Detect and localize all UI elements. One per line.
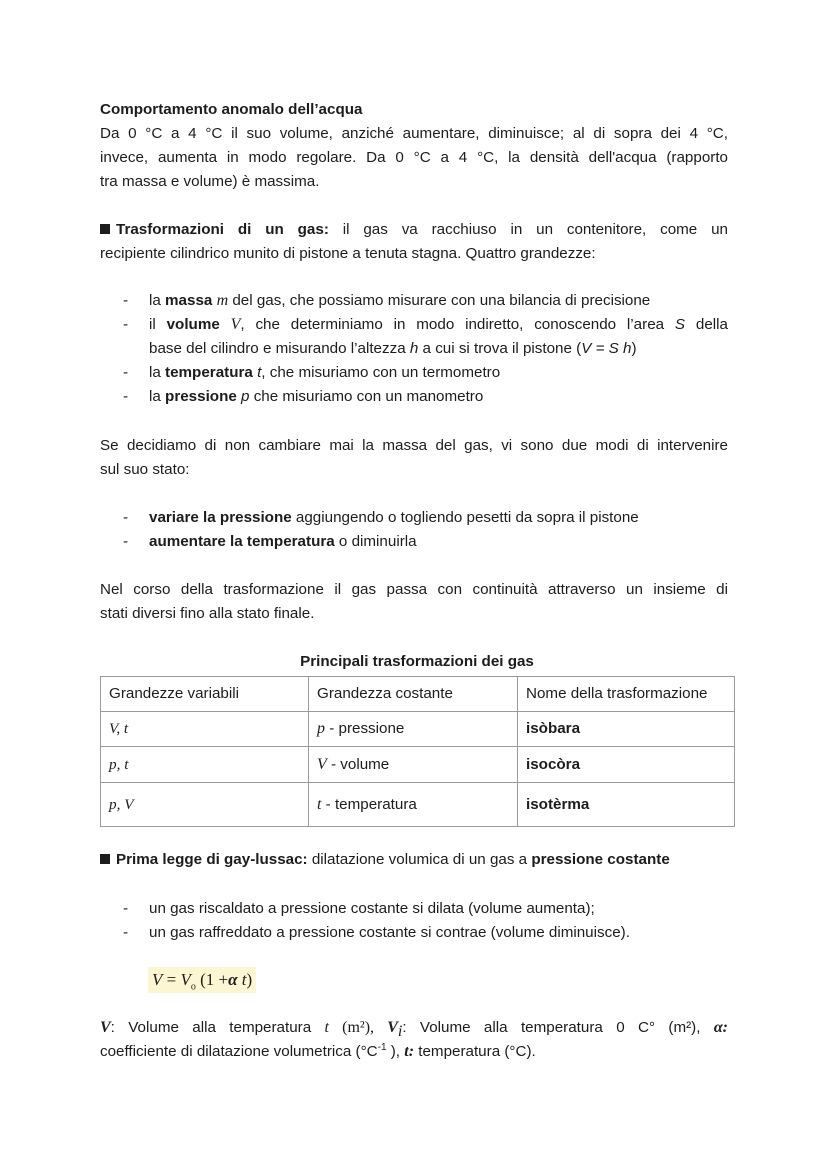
list-item: - variare la pressione aggiungendo o togliendo pesetti da sopra il pistone xyxy=(123,509,639,526)
paragraph-line: invece, aumenta in modo regolare. Da 0 °C a 4 °C, la densità dell'acqua (rapporto xyxy=(100,149,728,166)
section-heading: Trasformazioni di un gas: xyxy=(116,221,329,238)
formula xyxy=(148,967,256,993)
list-item: - un gas raffreddato a pressione costante si contrae (volume diminuisce). xyxy=(123,924,630,941)
table-cell: isocòra xyxy=(518,747,735,783)
paragraph-line: Nel corso della trasformazione il gas passa con continuità attraverso un insieme di xyxy=(100,581,728,598)
paragraph-line: tra massa e volume) è massima. xyxy=(100,173,320,190)
table-caption: Principali trasformazioni dei gas xyxy=(300,653,534,670)
paragraph-line: stati diversi fino alla stato finale. xyxy=(100,605,315,622)
list-item: - un gas riscaldato a pressione costante si dilata (volume aumenta); xyxy=(123,900,595,917)
table-cell: t - temperatura xyxy=(309,783,518,827)
table-cell: p, V xyxy=(101,783,309,827)
table-row xyxy=(101,712,735,747)
table-cell: p - pressione xyxy=(309,712,518,747)
table-row xyxy=(101,747,735,783)
table-cell: isotèrma xyxy=(518,783,735,827)
list-item: - la massa m del gas, che possiamo misurare con una bilancia di precisione xyxy=(123,292,651,309)
section-anomalous-water xyxy=(100,98,728,194)
square-bullet-icon xyxy=(100,224,110,234)
table-header-cell: Grandezze variabili xyxy=(101,677,309,712)
table-row xyxy=(101,783,735,827)
gay-lussac-formula: $V = V_o$ (1 +α t) xyxy=(148,967,256,993)
section-gas-transformations xyxy=(100,218,728,266)
gay-lussac-list xyxy=(100,897,728,945)
table-cell: p, t xyxy=(101,747,309,783)
paragraph-line: sul suo stato: xyxy=(100,461,190,478)
paragraph-line: recipiente cilindrico munito di pistone a tenuta stagna. Quattro grandezze: xyxy=(100,245,596,262)
square-bullet-icon xyxy=(100,854,110,864)
table-cell: V - volume xyxy=(309,747,518,783)
paragraph-line xyxy=(100,218,728,242)
list-item: - aumentare la temperatura o diminuirla xyxy=(123,533,417,550)
list-item: - il volume V, che determiniamo in modo indiretto, conoscendo l’area S della base del cilindro e misurando l’altezza h a cui si trova il pistone (V = S h) xyxy=(123,316,728,357)
paragraph-line: coefficiente di dilatazione volumetrica ($^\circ C^{-1}$ ), t: temperatura (°C). xyxy=(100,1041,536,1060)
paragraph-line: Se decidiamo di non cambiare mai la massa del gas, vi sono due modi di intervenire xyxy=(100,437,728,454)
paragraph-line: Da 0 °C a 4 °C il suo volume, anziché aumentare, diminuisce; al di sopra dei 4 °C, xyxy=(100,125,728,142)
section-continuity xyxy=(100,578,728,626)
list-item: - la pressione p che misuriamo con un manometro xyxy=(123,388,484,405)
table-header-cell: Grandezza costante xyxy=(309,677,518,712)
table-cell: isòbara xyxy=(518,712,735,747)
section-intervention xyxy=(100,434,728,482)
section-title: Comportamento anomalo dell’acqua xyxy=(100,101,363,118)
quantities-list xyxy=(100,289,728,409)
intervention-list xyxy=(100,506,728,554)
list-item: - la temperatura t, che misuriamo con un termometro xyxy=(123,364,501,381)
table-cell: V, t xyxy=(101,712,309,747)
paragraph-text: il gas va racchiuso in un contenitore, come un xyxy=(328,221,728,238)
table-header-cell: Nome della trasformazione xyxy=(518,677,735,712)
section-heading: Prima legge di gay-lussac: xyxy=(116,851,308,868)
table-section xyxy=(100,650,734,674)
paragraph-line: V: Volume alla temperatura t (m²), $V_i$: Volume alla temperatura 0 C° (m²), α: xyxy=(100,1019,729,1041)
paragraph-line: Prima legge di gay-lussac: dilatazione volumica di un gas a pressione costante xyxy=(100,848,740,872)
table-header-row xyxy=(101,677,735,712)
transformations-table xyxy=(100,676,735,827)
section-gay-lussac xyxy=(100,848,740,872)
definitions xyxy=(100,1016,728,1064)
